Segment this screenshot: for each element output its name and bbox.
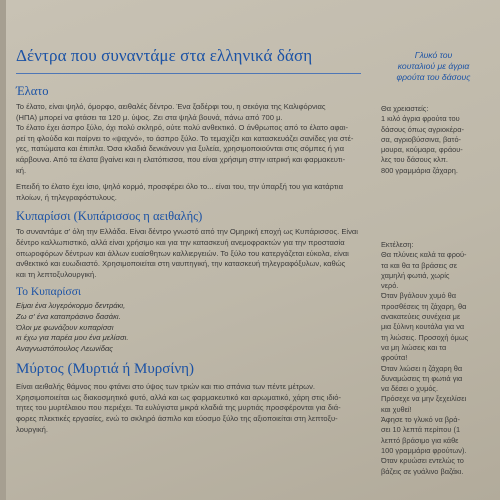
ingredient-line: σα, αγριοβύσσινα, βατό- bbox=[381, 134, 462, 144]
section-heading-elato: Έλατο bbox=[16, 84, 49, 98]
execution-line: Πρόσεχε να μην ξεχειλίσει bbox=[381, 394, 467, 404]
ingredient-line: 800 γραμμάρια ζάχαρη. bbox=[381, 165, 458, 175]
recipe-title-line: κουταλιού με άγρια bbox=[397, 61, 470, 71]
text-line: Το έλατο, είναι ψηλό, όμορφο, αειθαλές δέντρο. Ένα ξαδέρφι του, η σεκόγια της Καλιφόρνιας bbox=[16, 102, 326, 111]
text-line: Χρησιμοποιείται ως διακοσμητικό φυτό, αλλά και ως φαρμακευτικό και αρωματικό, χάρη στις ιδιό- bbox=[16, 392, 341, 402]
text-line: ανθεκτικό και ευωδιαστό. Χρησιμοποιείται στη ναυπηγική, την κατασκευή τηλεγραφόξυλων, καθώς bbox=[16, 259, 346, 269]
execution-line: χαμηλή φωτιά, χωρίς bbox=[381, 270, 450, 280]
text-line: κή. bbox=[16, 165, 27, 175]
ingredients-label: Θα χρειαστείς: bbox=[381, 104, 429, 113]
recipe-title bbox=[381, 50, 486, 83]
recipe-execution bbox=[381, 240, 491, 477]
elato-paragraph-1 bbox=[16, 102, 360, 176]
section-heading-kyparissi: Κυπαρίσσι (Κυπάρισσος η αειθαλής) bbox=[16, 209, 203, 224]
main-column bbox=[16, 84, 360, 441]
execution-line: σει 10 λεπτά περίπου (1 bbox=[381, 425, 461, 435]
execution-line: Θα πλύνεις καλά τα φρού- bbox=[381, 250, 467, 260]
execution-line: λεπτό βράσιμο για κάθε bbox=[381, 435, 459, 445]
text-line: και τη λεπτοξυλουργική. bbox=[16, 269, 97, 279]
execution-line: Όταν λιώσει η ζάχαρη θα bbox=[381, 363, 463, 373]
execution-line: νερό. bbox=[381, 281, 399, 291]
page-title: Δέντρα που συναντάμε στα ελληνικά δάση bbox=[16, 46, 313, 65]
recipe-sidebar bbox=[381, 0, 500, 500]
title-divider bbox=[16, 73, 361, 74]
execution-line: να μη λιώσεις και τα bbox=[381, 342, 447, 352]
text-line: φορες πλεκτικές εργασίες, ενώ το σκληρό άσπιλο και εύοσμο ξύλο της αξιοποιείται στη λεπτοξυ- bbox=[16, 414, 338, 424]
text-line: οπωροφόρων δέντρων και άλλων ευαίσθητων καλλιεργειών. Το ξύλο του κατεργάζεται εύκολα, είναι bbox=[16, 248, 349, 258]
execution-line: μια ξύλινη κουτάλα για να bbox=[381, 322, 465, 332]
poem-heading: Το Κυπαρίσσι bbox=[16, 286, 82, 299]
execution-label: Εκτέλεση: bbox=[381, 240, 414, 249]
poem-line: κι έχω για παρέα μου ένα μελίσσι. bbox=[16, 333, 129, 343]
execution-line: 100 γραμμάρια φρούτων). bbox=[381, 445, 467, 455]
text-line: Είναι αειθαλής θάμνος που φτάνει στο ύψος των τριών και πιο σπάνια των πέντε μέτρων. bbox=[16, 382, 316, 392]
text-line: Επειδή το έλατο έχει ίσιο, ψηλό κορμό, προσφέρει όλο το... είναι του, την ύπαρξή του για κατάρτια bbox=[16, 182, 343, 192]
text-line: κάρβουνα. Από τα έλατα βγαίνει και η ελατόπισσα, που είναι χρήσιμη στην ιατρική και φαρμακευτι- bbox=[16, 154, 346, 164]
text-line: ρεί τη φλούδα και παίρνει το «ψαχνό», το άσπρο ξύλο. Το τεμαχίζει και κατασκευάζει σανίδες για στέ- bbox=[16, 133, 354, 143]
ingredient-line: δάσους όπως αγριοκέρα- bbox=[381, 124, 464, 134]
execution-line: τη λιώσεις. Προσοχή όμως bbox=[381, 332, 469, 342]
poem-line: Όλοι με φωνάζουν κυπαρίσσι bbox=[16, 322, 114, 332]
text-line: τητες του μυρτέλαιου που περιέχει. Τα ευλύγιστα μικρά κλαδιά της μυρτιάς προσφέρονται για διά- bbox=[16, 403, 341, 413]
recipe-ingredients bbox=[381, 104, 491, 176]
poem-author: Αναγνωστόπουλος Λεωνίδας bbox=[16, 343, 113, 353]
myrtos-paragraph bbox=[16, 382, 360, 435]
execution-line: τα και θα τα βράσεις σε bbox=[381, 260, 457, 270]
execution-line: βάζεις σε γυάλινο βαζάκι. bbox=[381, 466, 464, 476]
text-line: (ΗΠΑ) μπορεί να φτάσει τα 120 μ. ύψος. Ζει στα ψηλά βουνά, πάνω από 700 μ. bbox=[16, 112, 283, 122]
section-heading-myrtos: Μύρτος (Μυρτιά ή Μυρσίνη) bbox=[16, 361, 194, 378]
execution-line: προσθέσεις τη ζάχαρη, θα bbox=[381, 301, 467, 311]
recipe-title-line: φρούτα του δάσους bbox=[396, 72, 471, 82]
poem-text bbox=[16, 301, 360, 354]
execution-line: φρούτα! bbox=[381, 353, 408, 363]
text-line: δέντρο καλλωπιστικό, αλλά είναι χρήσιμο και για την κατασκευή ανεμοφρακτών για την προστασία bbox=[16, 237, 345, 247]
poem-line: Ζω σ' ένα καταπράσινο δασάκι. bbox=[16, 311, 121, 321]
text-line: Το συναντάμε σ' όλη την Ελλάδα. Είναι δέντρο γνωστό από την Ομηρική εποχή ως Κυπάρισσος. Είναι bbox=[16, 227, 358, 237]
execution-line: ανακατεύεις συνέχεια με bbox=[381, 312, 461, 322]
ingredient-line: 1 κιλό άγρια φρούτα του bbox=[381, 114, 460, 124]
execution-line: να δέσει ο χυμός. bbox=[381, 384, 439, 394]
execution-line: και χυθεί! bbox=[381, 404, 412, 414]
kyparissi-paragraph bbox=[16, 227, 360, 280]
execution-line: Άφησε το γλυκό να βρά- bbox=[381, 415, 460, 425]
ingredient-line: λες του δάσους κλπ. bbox=[381, 155, 448, 165]
execution-line: Όταν βγάλουν χυμό θα bbox=[381, 291, 456, 301]
elato-paragraph-2 bbox=[16, 182, 360, 203]
text-line: πλοίων, ή τηλεγραφόστυλους. bbox=[16, 192, 117, 202]
recipe-title-line: Γλυκό του bbox=[414, 50, 453, 60]
execution-line: δυναμώσεις τη φωτιά για bbox=[381, 373, 463, 383]
text-line: λουργική. bbox=[16, 424, 48, 434]
poem-line: Είμαι ένα λυγερόκορμο δεντράκι, bbox=[16, 301, 126, 311]
text-line: Το έλατο έχει άσπρο ξύλο, όχι πολύ σκληρό, ούτε πολύ ανθεκτικό. Ο άνθρωπος από το έλατο αφαι- bbox=[16, 123, 349, 133]
ingredient-line: μουρα, κούμαρα, φράου- bbox=[381, 145, 463, 155]
text-line: γες, πατώματα και έπιπλα. Όσα κλαδιά δενκάνουν για ξυλεία, χρησιμοποιούνται στις σόμπες ή για bbox=[16, 144, 344, 154]
execution-line: Όταν κρυώσει εντελώς το bbox=[381, 456, 464, 466]
